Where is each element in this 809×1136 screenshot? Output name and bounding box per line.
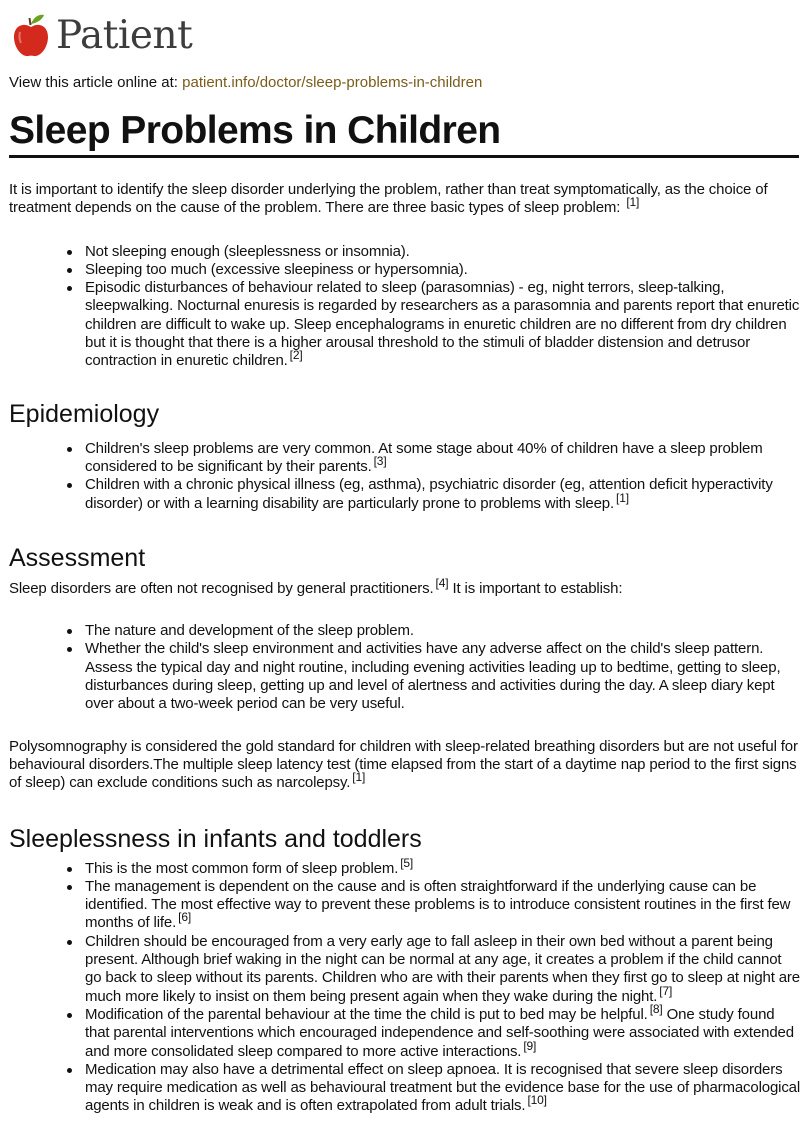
apple-logo-icon xyxy=(11,12,51,58)
view-online-line xyxy=(9,73,801,93)
list-item: This is the most common form of sleep problem. [5] xyxy=(85,860,801,878)
sleeplessness-list xyxy=(9,855,801,1116)
intro-paragraph xyxy=(9,181,801,218)
reference-link[interactable]: [6] xyxy=(178,910,192,925)
assessment-list xyxy=(9,622,801,713)
reference-link[interactable]: [10] xyxy=(527,1093,547,1108)
reference-link[interactable]: [4] xyxy=(435,575,449,590)
list-item: Children's sleep problems are very common. At some stage about 40% of children have a sleep problem considered to be significant by their parents. [3] xyxy=(85,440,801,477)
polysomnography-paragraph: Polysomnography is considered the gold standard for children with sleep-related breathing disorders but are not useful for behavioural disorders.The multiple sleep latency test (time elapsed from the start of a daytime nap period to the first signs of sleep) can exclude conditions such as narcolepsy. [1] xyxy=(9,737,798,792)
list-item: Modification of the parental behaviour at the time the child is put to bed may be helpful. [8] One study found that parental interventions which encouraged independence and self-soothing were associated with extended and more consolidated sleep compared to more active interactions. [9] xyxy=(85,1006,801,1061)
view-online-label: View this article online at: xyxy=(9,74,178,91)
list-item: Children should be encouraged from a very early age to fall asleep in their own bed without a parent being present. Although brief waking in the night can be normal at any age, it creates a problem if the child cannot go back to sleep without its parents. Children who are with their parents when they first go to sleep at night are much more likely to insist on them being present again when they wake during the night. [7] xyxy=(85,932,800,1005)
reference-link[interactable]: [7] xyxy=(659,983,673,998)
reference-link[interactable]: [1] xyxy=(626,195,640,210)
list-item: Sleeping too much (excessive sleepiness or hypersomnia). xyxy=(85,261,801,279)
section-heading-assessment: Assessment xyxy=(9,543,146,572)
list-item: Episodic disturbances of behaviour related to sleep (parasomnias) - eg, night terrors, sleep-talking, sleepwalking. Nocturnal enuresis is regarded by researchers as a parasomnia and parents report that enuretic children are difficult to wake up. Sleep encephalograms in enuretic children are no different from dry children but it is thought that there is a higher arousal threshold to the stimuli of bladder distension and detrusor contraction in enuretic children. [2] xyxy=(85,279,800,370)
list-item: Children with a chronic physical illness (eg, asthma), psychiatric disorder (eg, attention deficit hyperactivity disorder) or with a learning disability are particularly prone to problems with sleep. [1] xyxy=(85,476,801,513)
epidemiology-list xyxy=(9,440,801,513)
reference-link[interactable]: [2] xyxy=(289,348,303,363)
article-page xyxy=(9,10,801,1116)
reference-link[interactable]: [9] xyxy=(523,1038,537,1053)
section-heading-epidemiology: Epidemiology xyxy=(9,399,160,428)
section-heading-sleeplessness: Sleeplessness in infants and toddlers xyxy=(9,824,422,853)
sleep-problem-types-list xyxy=(9,243,801,371)
reference-link[interactable]: [3] xyxy=(373,453,387,468)
brand-name: Patient xyxy=(56,13,193,58)
page-title: Sleep Problems in Children xyxy=(9,109,799,158)
article-link[interactable]: patient.info/doctor/sleep-problems-in-children xyxy=(182,74,483,91)
reference-link[interactable]: [1] xyxy=(616,490,629,505)
reference-link[interactable]: [1] xyxy=(352,770,366,785)
list-item: Medication may also have a detrimental effect on sleep apnoea. It is recognised that severe sleep disorders may require medication as well as behavioural treatment but the evidence base for the use of pharmacological agents in children is weak and is often extrapolated from adult trials. [10] xyxy=(85,1060,801,1115)
list-item: Whether the child's sleep environment and activities have any adverse affect on the child's sleep pattern. Assess the typical day and night routine, including evening activities leading up to bedtime, getting to sleep, disturbances during sleep, getting up and level of alertness and activities during the day. A sleep diary kept over about a two-week period can be very useful. xyxy=(85,640,801,713)
reference-link[interactable]: [5] xyxy=(400,855,414,870)
site-header xyxy=(9,10,801,60)
intro-text: It is important to identify the sleep disorder underlying the problem, rather than treat symptomatically, as the choice of treatment depends on the cause of the problem. There are three basic types of sleep problem: xyxy=(9,181,768,217)
list-item: The management is dependent on the cause and is often straightforward if the underlying cause can be identified. The most effective way to prevent these problems is to introduce consistent routines in the first few months of life. [6] xyxy=(85,878,801,933)
list-item: The nature and development of the sleep problem. xyxy=(85,622,801,640)
reference-link[interactable]: [8] xyxy=(649,1001,663,1016)
list-item: Not sleeping enough (sleeplessness or insomnia). xyxy=(85,243,801,261)
assessment-lead-paragraph: Sleep disorders are often not recognised by general practitioners. [4] It is important to establish: xyxy=(9,575,623,597)
